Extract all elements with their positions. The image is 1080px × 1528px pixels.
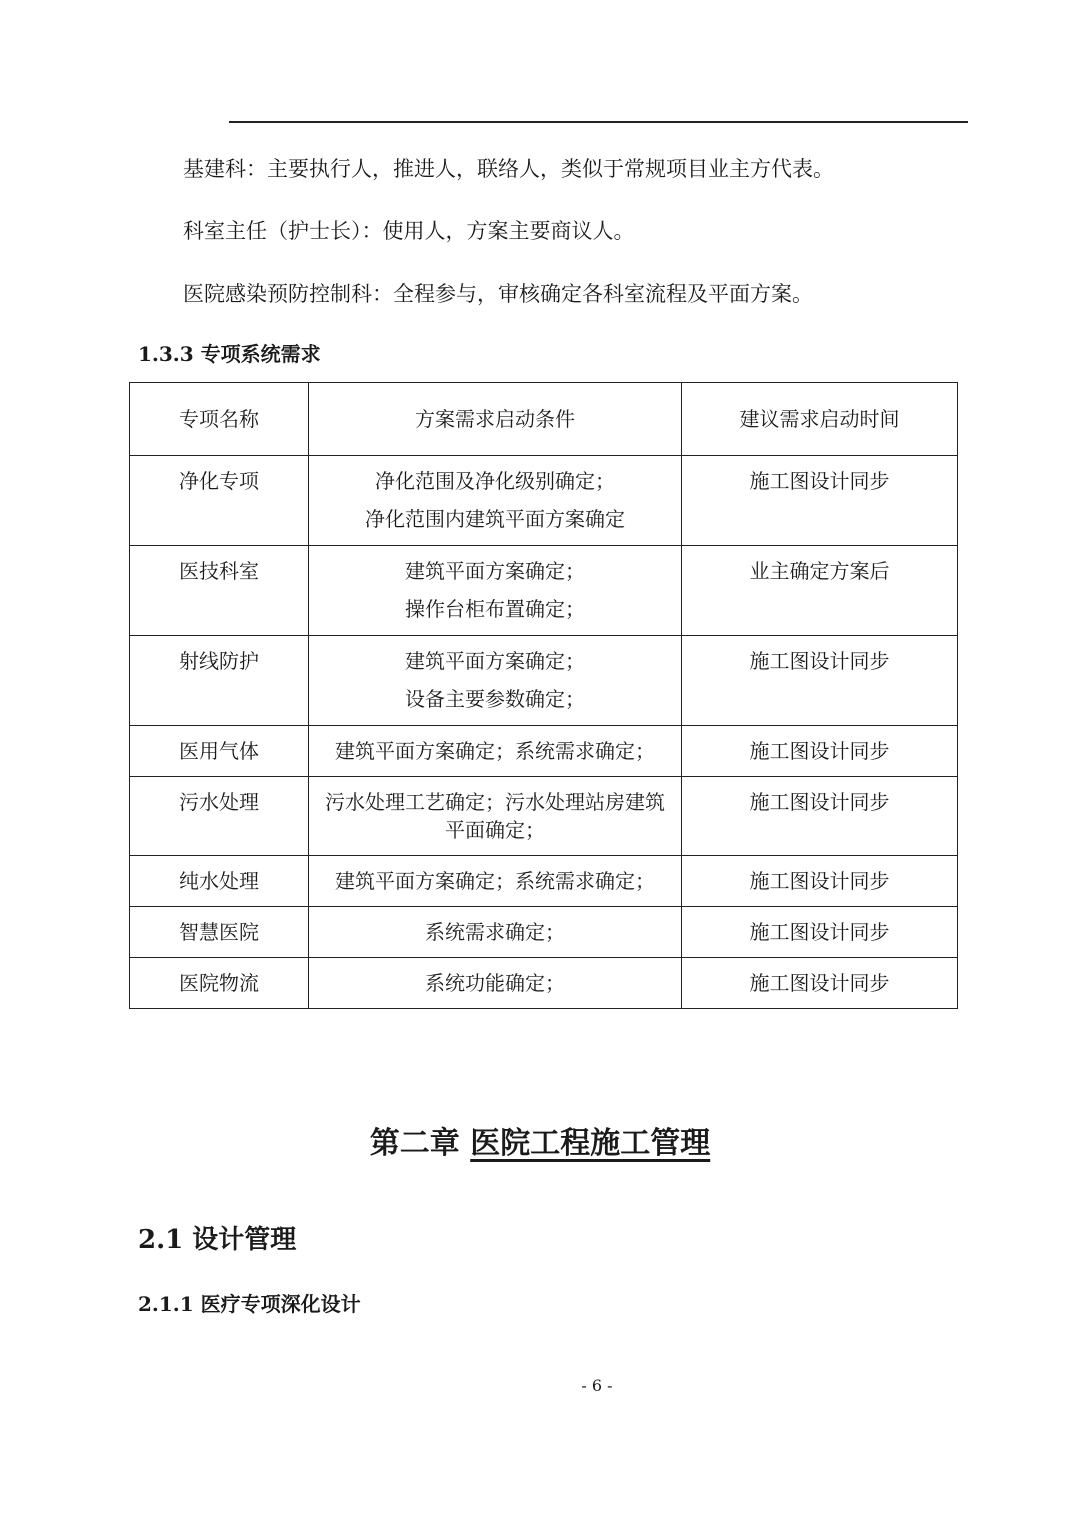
table-cell-name: 净化专项 bbox=[130, 456, 309, 546]
page-number: - 6 - bbox=[581, 1376, 613, 1395]
table-header-cell: 方案需求启动条件 bbox=[309, 383, 682, 456]
table-cell-name: 医技科室 bbox=[130, 546, 309, 636]
table-row bbox=[130, 958, 958, 1009]
table-cell-time: 施工图设计同步 bbox=[682, 777, 958, 856]
section-heading-2-1-1: 2.1.1 医疗专项深化设计 bbox=[138, 1292, 361, 1316]
table-cell-conditions: 建筑平面方案确定； 设备主要参数确定； bbox=[309, 636, 682, 726]
table-cell-time: 施工图设计同步 bbox=[682, 856, 958, 907]
table-row bbox=[130, 726, 958, 777]
table-cell-time: 施工图设计同步 bbox=[682, 636, 958, 726]
table-header-cell: 专项名称 bbox=[130, 383, 309, 456]
table-cell-name: 射线防护 bbox=[130, 636, 309, 726]
chapter-heading bbox=[0, 1122, 1080, 1166]
table-cell-name: 智慧医院 bbox=[130, 907, 309, 958]
table-cell-time: 施工图设计同步 bbox=[682, 456, 958, 546]
table-cell-time: 施工图设计同步 bbox=[682, 726, 958, 777]
table-cell-conditions: 建筑平面方案确定；系统需求确定； bbox=[309, 726, 682, 777]
table-cell-time: 业主确定方案后 bbox=[682, 546, 958, 636]
table-cell-name: 医用气体 bbox=[130, 726, 309, 777]
table-row bbox=[130, 546, 958, 636]
chapter-label: 第二章 bbox=[369, 1126, 460, 1161]
paragraph-infrastructure-dept: 基建科：主要执行人，推进人，联络人，类似于常规项目业主方代表。 bbox=[183, 157, 834, 181]
table-cell-name: 医院物流 bbox=[130, 958, 309, 1009]
section-heading-1-3-3: 1.3.3 专项系统需求 bbox=[138, 342, 321, 366]
table-cell-conditions: 建筑平面方案确定； 操作台柜布置确定； bbox=[309, 546, 682, 636]
table-row bbox=[130, 777, 958, 856]
section-heading-2-1: 2.1 设计管理 bbox=[138, 1225, 297, 1255]
table-row bbox=[130, 907, 958, 958]
table-row bbox=[130, 456, 958, 546]
table-cell-conditions: 污水处理工艺确定；污水处理站房建筑平面确定； bbox=[309, 777, 682, 856]
table-cell-conditions: 净化范围及净化级别确定； 净化范围内建筑平面方案确定 bbox=[309, 456, 682, 546]
table-header-row bbox=[130, 383, 958, 456]
paragraph-department-director: 科室主任（护士长）：使用人，方案主要商议人。 bbox=[183, 219, 635, 243]
table-cell-conditions: 建筑平面方案确定；系统需求确定； bbox=[309, 856, 682, 907]
paragraph-infection-control: 医院感染预防控制科：全程参与，审核确定各科室流程及平面方案。 bbox=[183, 282, 813, 306]
table-cell-time: 施工图设计同步 bbox=[682, 907, 958, 958]
table-row bbox=[130, 636, 958, 726]
header-rule bbox=[229, 121, 968, 123]
table-cell-time: 施工图设计同步 bbox=[682, 958, 958, 1009]
chapter-title: 医院工程施工管理 bbox=[470, 1126, 711, 1161]
table-cell-name: 纯水处理 bbox=[130, 856, 309, 907]
table-header-cell: 建议需求启动时间 bbox=[682, 383, 958, 456]
table-row bbox=[130, 856, 958, 907]
table-cell-conditions: 系统需求确定； bbox=[309, 907, 682, 958]
special-systems-table bbox=[129, 382, 958, 1009]
table-cell-conditions: 系统功能确定； bbox=[309, 958, 682, 1009]
table-cell-name: 污水处理 bbox=[130, 777, 309, 856]
